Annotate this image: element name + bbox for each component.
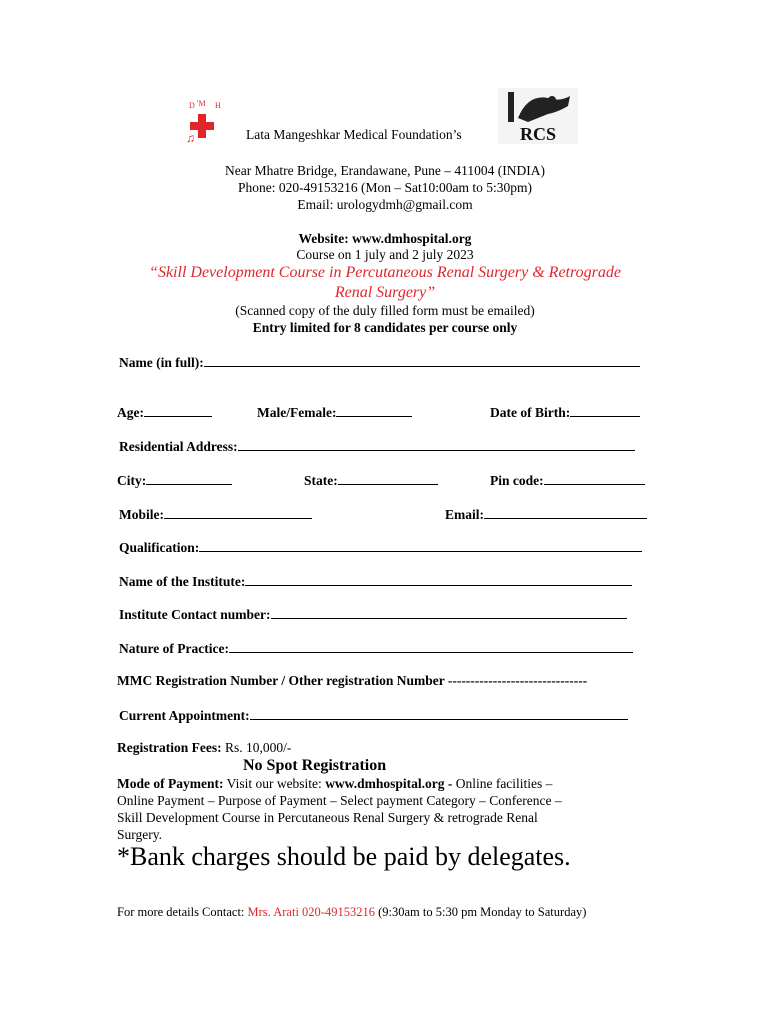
- state-field[interactable]: [304, 472, 438, 489]
- contact-line: [117, 905, 586, 920]
- appointment-label: Current Appointment:: [119, 708, 250, 723]
- address-line: Near Mhatre Bridge, Erandawane, Pune – 411004 (INDIA): [224, 163, 546, 178]
- address-field[interactable]: [119, 438, 635, 455]
- no-spot-registration: No Spot Registration: [243, 757, 387, 774]
- qualification-label: Qualification:: [119, 540, 200, 555]
- institute-contact-field[interactable]: [119, 606, 627, 623]
- svg-text:D: D: [189, 101, 195, 110]
- course-title-line1: “Skill Development Course in Percutaneous Renal Surgery & Retrograde: [149, 264, 621, 281]
- age-field[interactable]: [117, 404, 212, 421]
- rcs-logo: [498, 88, 578, 144]
- payment-line2: Online Payment – Purpose of Payment – Select payment Category – Conference –: [117, 793, 562, 808]
- email-field[interactable]: [445, 506, 647, 523]
- payment-text1: Visit our website:: [226, 776, 322, 791]
- email-line: Email: urologydmh@gmail.com: [297, 197, 473, 212]
- contact-hours: (9:30am to 5:30 pm Monday to Saturday): [378, 905, 587, 919]
- institute-label: Name of the Institute:: [119, 574, 246, 589]
- practice-label: Nature of Practice:: [119, 641, 229, 656]
- address-label: Residential Address:: [119, 439, 238, 454]
- rcs-logo-text: RCS: [519, 124, 557, 144]
- payment-label: Mode of Payment:: [117, 776, 224, 791]
- practice-field[interactable]: [119, 640, 633, 657]
- mobile-label: Mobile:: [119, 507, 164, 522]
- payment-line3: Skill Development Course in Percutaneous Renal Surgery & retrograde Renal: [117, 810, 538, 825]
- city-field[interactable]: [117, 472, 232, 489]
- payment-line4: Surgery.: [117, 827, 162, 842]
- website-line: Website: www.dmhospital.org: [298, 231, 472, 246]
- dmh-logo: [185, 100, 227, 144]
- contact-prefix: For more details Contact:: [117, 905, 245, 919]
- scanned-note: (Scanned copy of the duly filled form must be emailed): [235, 303, 535, 318]
- gender-field[interactable]: [257, 404, 412, 421]
- fees-label: Registration Fees:: [117, 740, 222, 755]
- institute-field[interactable]: [119, 573, 632, 590]
- payment-site-link[interactable]: www.dmhospital.org -: [325, 776, 453, 791]
- institute-contact-label: Institute Contact number:: [119, 607, 271, 622]
- mmc-label: MMC Registration Number / Other registration Number -------------------------------: [117, 673, 588, 688]
- qualification-field[interactable]: [119, 539, 642, 556]
- course-dates: Course on 1 july and 2 july 2023: [296, 247, 474, 262]
- payment-line1: [117, 776, 552, 792]
- dob-label: Date of Birth:: [490, 405, 571, 420]
- foundation-name: Lata Mangeshkar Medical Foundation’s: [246, 127, 462, 142]
- payment-text2: Online facilities –: [455, 776, 553, 791]
- dob-field[interactable]: [490, 404, 640, 421]
- state-label: State:: [304, 473, 338, 488]
- city-label: City:: [117, 473, 147, 488]
- bank-charges-note: *Bank charges should be paid by delegates.: [117, 842, 571, 871]
- phone-line: Phone: 020-49153216 (Mon – Sat10:00am to 5:30pm): [238, 180, 532, 195]
- mmc-field[interactable]: [117, 673, 587, 689]
- entry-limit: Entry limited for 8 candidates per course only: [252, 320, 518, 335]
- svg-text:♫: ♫: [186, 131, 195, 144]
- svg-text:H: H: [215, 101, 221, 110]
- gender-label: Male/Female:: [257, 405, 337, 420]
- registration-fees: [117, 740, 291, 756]
- fees-value: Rs. 10,000/-: [224, 740, 292, 755]
- contact-person: Mrs. Arati 020-49153216: [247, 905, 375, 919]
- svg-text:'M: 'M: [197, 100, 206, 108]
- pin-field[interactable]: [490, 472, 645, 489]
- appointment-field[interactable]: [119, 707, 628, 724]
- name-field[interactable]: [119, 354, 640, 371]
- mobile-field[interactable]: [119, 506, 312, 523]
- email-label: Email:: [445, 507, 484, 522]
- pin-label: Pin code:: [490, 473, 544, 488]
- age-label: Age:: [117, 405, 144, 420]
- course-title-line2: Renal Surgery”: [334, 284, 436, 301]
- name-label: Name (in full):: [119, 355, 204, 370]
